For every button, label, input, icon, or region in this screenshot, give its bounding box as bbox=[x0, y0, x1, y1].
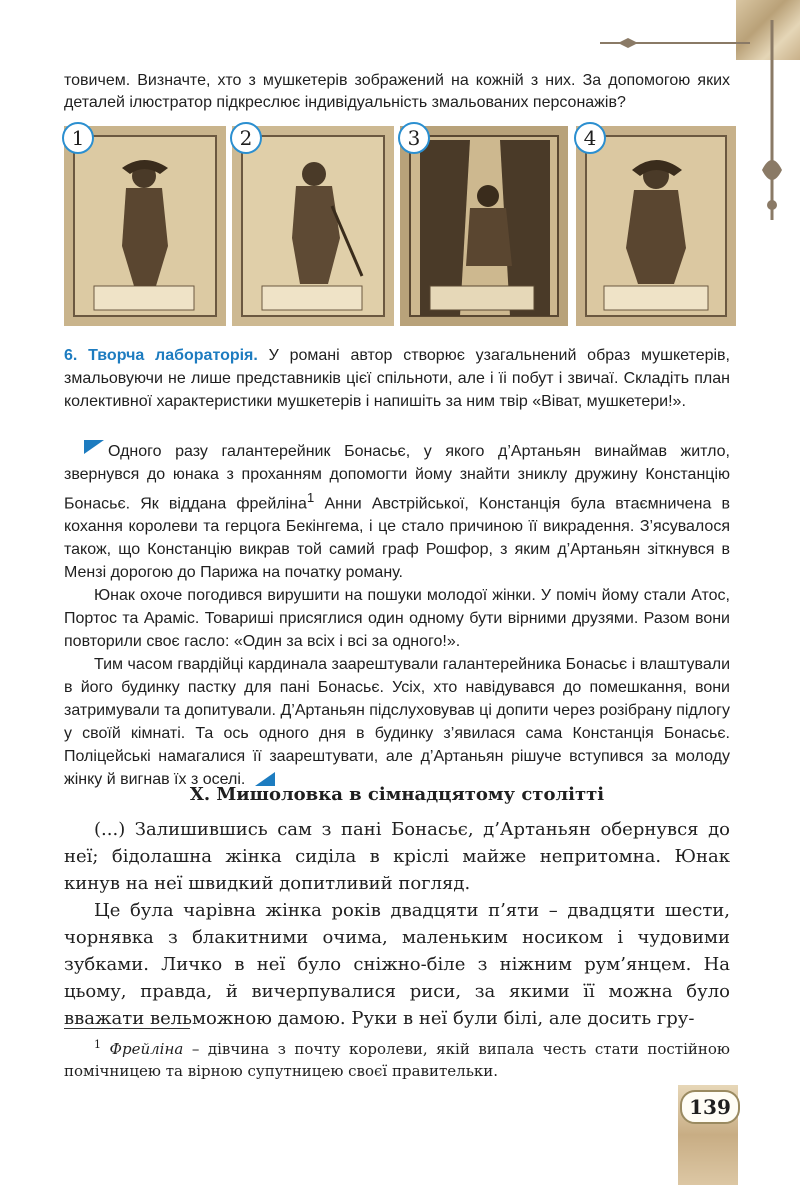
musketeer-portrait-icon bbox=[576, 126, 736, 326]
excerpt-paragraph-2: Це була чарівна жінка років двадцяти п’яти – двадцяти шести, чорнявка з блакитними очима, маленьким носиком і чудовими зубками. Личко в неї було сніжно-біле з ніжним рум’янцем. На цьому, правда, й вичерпувалися риси, за якими її можна було вважати вельможною дамою. Руки в неї були білі, але досить гру- bbox=[64, 900, 730, 1029]
footnote: $^1$ Фрейліна – дівчина з почту королеви, якій випала честь стати постійною помічницею та вірною супутницею своєї правительки. bbox=[64, 1038, 730, 1080]
novel-excerpt bbox=[64, 816, 730, 1032]
intro-paragraph: товичем. Визначте, хто з мушкетерів зображений на кожній з них. За допомогою яких деталей ілюстратор підкреслює індивідуальність змальованих персонажів? bbox=[64, 72, 730, 111]
creative-lab-task bbox=[64, 344, 730, 413]
illustration-1 bbox=[64, 126, 226, 326]
illustration-number: 3 bbox=[398, 122, 430, 154]
side-ornament-icon bbox=[748, 20, 796, 220]
footnote-term: Фрейліна bbox=[109, 1040, 184, 1058]
retelling-start-marker-icon bbox=[84, 440, 104, 454]
illustration-2 bbox=[232, 126, 394, 326]
plot-retelling bbox=[64, 440, 730, 791]
retelling-paragraph-2: Юнак охоче погодився вирушити на пошуки молодої жінки. У поміч йому стали Атос, Портос та Араміс. Товариші присяглися один одному бути вірними друзями. Разом вони повторили своє гасло: «Один за всіх і всі за одного!». bbox=[64, 587, 730, 651]
excerpt-paragraph-1: (...) Залишившись сам з пані Бонасьє, д’Артаньян обернувся до неї; бідолашна жінка сиділа в кріслі майже непритомна. Юнак кинув на неї швидкий допитливий погляд. bbox=[64, 819, 730, 894]
illustration-3 bbox=[400, 126, 562, 326]
ornament-flourish-icon bbox=[600, 38, 750, 48]
creative-lab-heading: 6. Творча лабораторія. bbox=[64, 347, 258, 364]
illustration-number: 4 bbox=[574, 122, 606, 154]
illustration-number: 2 bbox=[230, 122, 262, 154]
footnote-reference: 1 bbox=[306, 490, 315, 505]
footnote-divider bbox=[64, 1028, 190, 1029]
illustration-number: 1 bbox=[62, 122, 94, 154]
page-number: 139 bbox=[680, 1090, 740, 1124]
illustration-4 bbox=[576, 126, 738, 326]
musketeer-portrait-icon bbox=[64, 126, 226, 326]
musketeer-portrait-icon bbox=[232, 126, 394, 326]
retelling-paragraph-3: Тим часом гвардійці кардинала заарештували галантерейника Бонасьє і влаштували в його будинку пастку для пані Бонасьє. Усіх, хто навідувався до помешкання, вони затримували та допитували. Д’Артаньян підслуховував ці допити через розібрану підлогу у своїй кімнаті. Та ось одного дня в будинку з’явилася сама Констанція Бонасьє. Поліцейські намагалися її заарештувати, але д’Артаньян рішуче вступився за молоду жінку й вигнав їх з оселі. bbox=[64, 656, 730, 789]
musketeer-portrait-icon bbox=[400, 126, 568, 326]
creative-lab-text: У романі автор створює узагальнений образ мушкетерів, змальовуючи не лише представників цієї спільноти, але і їі побут і звичаї. Складіть план колективної характеристики мушкетерів і напишіть за ним твір «Віват, мушкетери!». bbox=[64, 347, 730, 410]
chapter-title: X. Мишоловка в сімнадцятому столітті bbox=[189, 784, 605, 805]
retelling-paragraph-1: Одного разу галантерейник Бонасьє, у якого д’Артаньян винаймав житло, звернувся до юнака з проханням допомогти йому знайти зниклу дружину Констанцію Бонасьє. Як віддана фрейліна$^1$ Анни Австрійської, Констанція була втаємничена в кохання королеви та герцога Бекінгема, і це стало причиною її викрадення. З’ясувалося також, що Констанцію викрав той самий граф Рошфор, з яким д’Артаньян зіткнувся в Мензі дорогою до Парижа на початку роману. bbox=[64, 440, 730, 584]
